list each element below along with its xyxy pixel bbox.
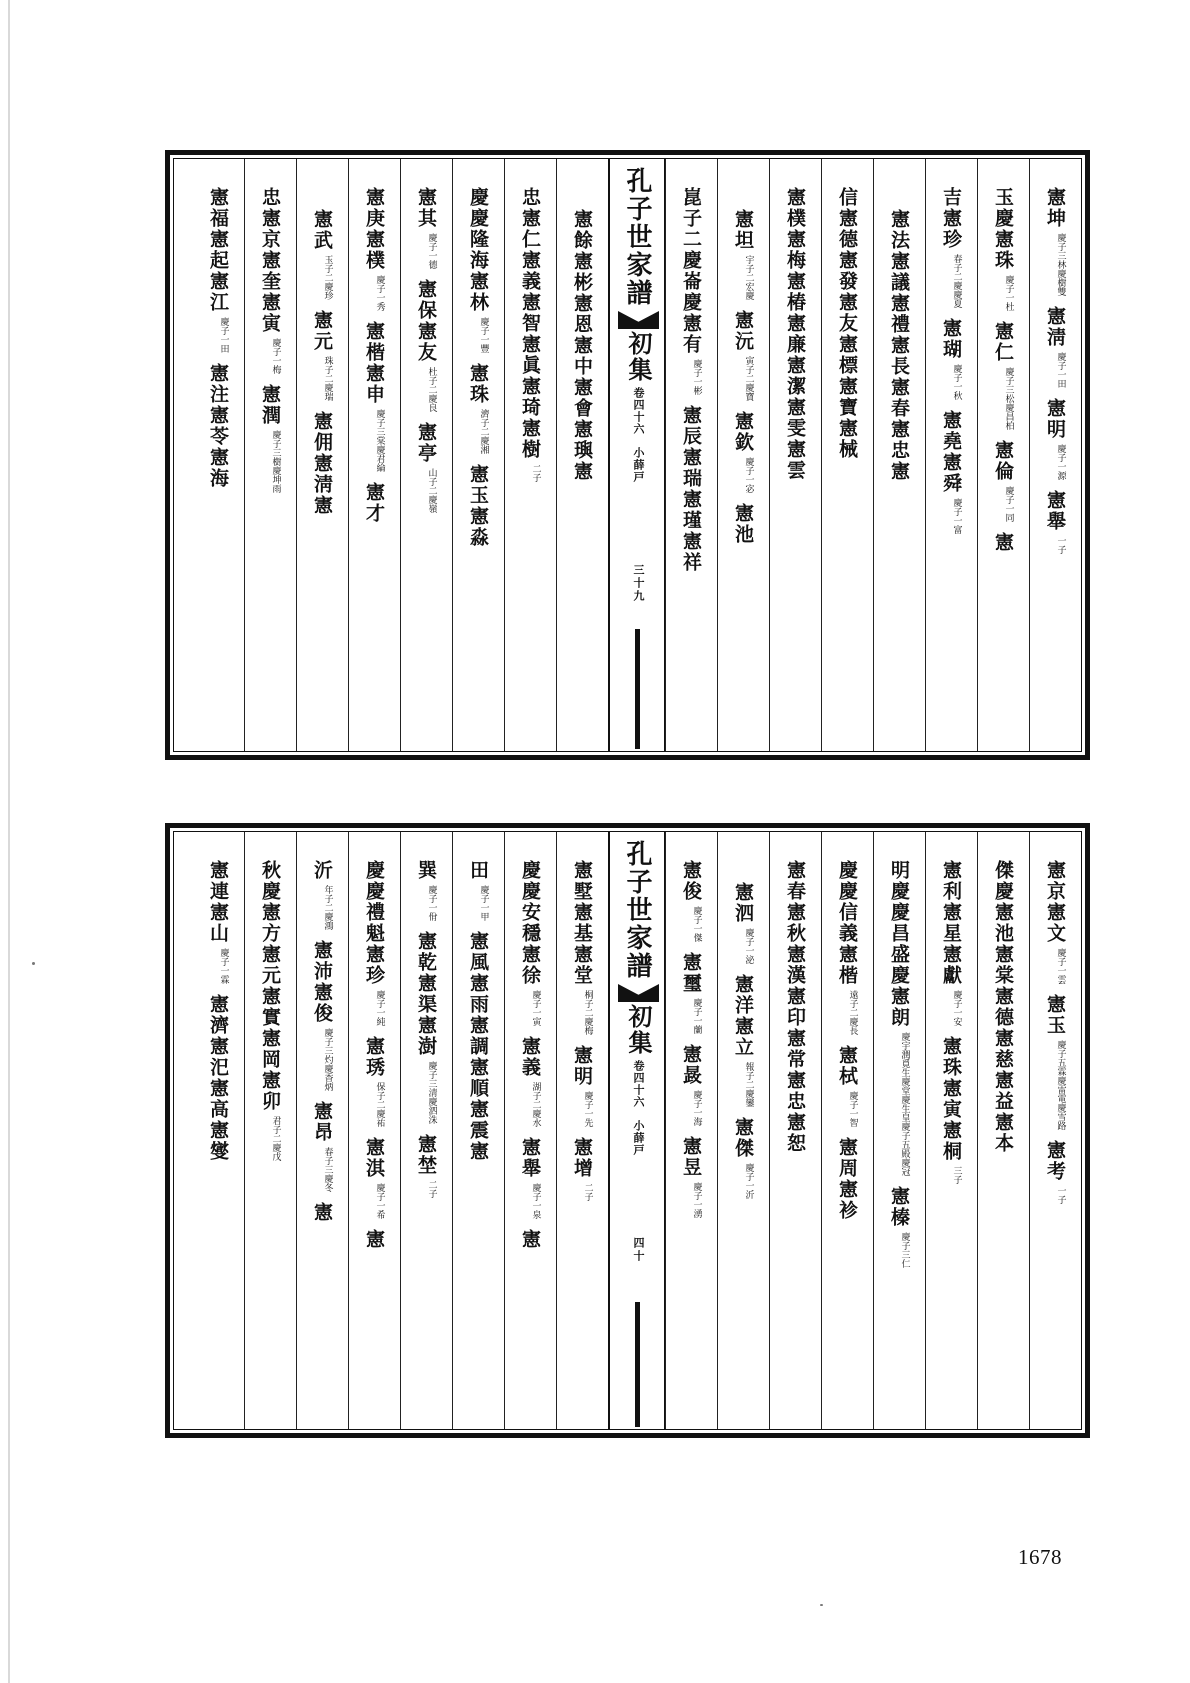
genealogy-column [873, 159, 925, 751]
genealogy-column [348, 832, 400, 1429]
descendant-note: 慶子一先 [582, 1091, 593, 1127]
person-name: 憲 [467, 1141, 489, 1162]
person-name: 憲注 [207, 363, 229, 405]
lower-rule [635, 629, 640, 749]
person-name: 憲棠 [992, 944, 1014, 986]
genealogy-column [348, 159, 400, 751]
descendant-note: 二子 [530, 464, 541, 482]
person-name: 憲明 [1044, 398, 1066, 440]
descendant-note: 春子二慶慶夏 [951, 254, 962, 308]
descendant-note: 慶子一杜 [1003, 275, 1014, 311]
person-name: 憲寅 [259, 292, 281, 334]
person-name: 憲璵 [571, 419, 593, 461]
person-name: 憲獻 [940, 944, 962, 986]
person-name: 憲寅 [940, 1078, 962, 1120]
person-name: 憲智 [519, 292, 541, 334]
person-name: 憲朗 [888, 986, 910, 1028]
person-name: 憲琦 [519, 376, 541, 418]
speck [32, 962, 35, 965]
genealogy-column [717, 159, 769, 751]
genealogy-column [296, 832, 348, 1429]
person-name: 憲楷 [836, 944, 858, 986]
person-name: 憲庚 [363, 187, 385, 229]
descendant-note: 慶子三淸慶泗洙 [426, 1061, 437, 1124]
person-name: 憲樹 [519, 418, 541, 460]
person-name: 憲高 [207, 1078, 229, 1120]
person-name: 憲長 [888, 335, 910, 377]
genealogy-column [192, 832, 244, 1429]
genealogy-column [504, 832, 556, 1429]
person-name: 憲震 [467, 1099, 489, 1141]
person-name: 憲舜 [940, 452, 962, 494]
descendant-note: 慶子三樹慶坤雨 [270, 430, 281, 493]
person-name: 信 [836, 187, 858, 208]
person-name: 憲立 [732, 1016, 754, 1058]
person-name: 憲楷 [363, 321, 385, 363]
person-name: 憲德 [836, 208, 858, 250]
descendant-note: 慶子一蘭 [691, 998, 702, 1034]
person-name: 忠 [519, 187, 541, 208]
descendant-note: 慶子一寅 [530, 990, 541, 1026]
descendant-note: 慶子一甲 [478, 885, 489, 921]
descendant-note: 慶子一富 [951, 498, 962, 534]
person-name: 憲考 [1044, 1140, 1066, 1182]
person-name: 傑慶 [992, 860, 1014, 902]
descendant-note: 慶子一傑 [691, 906, 702, 942]
person-name: 憲 [519, 1229, 541, 1250]
lower-rule [635, 1302, 640, 1427]
descendant-note: 慶子一豐 [478, 317, 489, 353]
descendant-note: 慶子一沂 [743, 1163, 754, 1199]
descendant-note: 慶子一田 [1055, 352, 1066, 388]
descendant-note: 慶子一希 [374, 1183, 385, 1219]
person-name: 憲潔 [784, 355, 806, 397]
person-name: 憲雨 [467, 973, 489, 1015]
person-name: 憲仁 [519, 208, 541, 250]
descendant-note: 保子二慶祐 [374, 1082, 385, 1127]
person-name: 憲舉 [519, 1137, 541, 1179]
person-name: 憲墅 [571, 860, 593, 902]
person-name: 憲坤 [1044, 187, 1066, 229]
person-name: 崑子二慶崙慶 [680, 187, 702, 313]
genealogy-column [925, 832, 977, 1429]
person-name: 憲珠 [467, 363, 489, 405]
person-name: 憲京 [1044, 860, 1066, 902]
descendant-note: 慶子一秀 [374, 275, 385, 311]
person-name: 憲友 [836, 292, 858, 334]
person-name: 憲欽 [732, 411, 754, 453]
person-name: 憲奎 [259, 250, 281, 292]
person-name: 憲議 [888, 251, 910, 293]
person-name: 憲徐 [519, 944, 541, 986]
person-name: 憲才 [363, 482, 385, 524]
descendant-note: 山子二慶嶺 [426, 468, 437, 513]
genealogy-column [1029, 159, 1081, 751]
person-name: 憲栻 [836, 1045, 858, 1087]
descendant-note: 桐子二慶梅 [582, 990, 593, 1035]
genealogy-column [556, 159, 608, 751]
genealogy-column [192, 159, 244, 751]
person-name: 憲元 [311, 310, 333, 352]
book-title: 孔子世家譜 [622, 840, 652, 980]
person-name: 憲 [363, 1229, 385, 1250]
genealogy-column [925, 159, 977, 751]
person-name: 憲澍 [415, 1015, 437, 1057]
genealogy-column [873, 832, 925, 1429]
person-name: 憲坦 [732, 209, 754, 251]
person-name: 憲文 [1044, 902, 1066, 944]
descendant-note: 報子二慶鑾 [743, 1062, 754, 1107]
person-name: 憲械 [836, 418, 858, 460]
person-name: 憲恕 [784, 1112, 806, 1154]
person-name: 憲友 [415, 321, 437, 363]
person-name: 憲瑚 [940, 318, 962, 360]
descendant-note: 君子二慶戊 [270, 1116, 281, 1161]
person-name: 憲調 [467, 1015, 489, 1057]
person-name: 憲樸 [784, 187, 806, 229]
person-name: 憲桐 [940, 1120, 962, 1162]
person-name: 憲卯 [259, 1070, 281, 1112]
person-name: 憲京 [259, 208, 281, 250]
person-name: 憲利 [940, 860, 962, 902]
person-name: 憲渠 [415, 973, 437, 1015]
descendant-note: 二子 [426, 1180, 437, 1198]
person-name: 憲珠 [940, 1036, 962, 1078]
person-name: 憲岡 [259, 1028, 281, 1070]
person-name: 憲忠 [784, 1070, 806, 1112]
person-name: 憲池 [992, 902, 1014, 944]
person-name: 憲秋 [784, 902, 806, 944]
person-name: 憲潤 [259, 384, 281, 426]
genealogy-page-top [165, 150, 1090, 760]
genealogy-column [296, 159, 348, 751]
genealogy-column [665, 159, 717, 751]
person-name: 憲春 [784, 860, 806, 902]
person-name: 憲仁 [992, 321, 1014, 363]
person-name: 憲俊 [680, 860, 702, 902]
binding-edge [8, 0, 10, 1683]
folio-number: 三十九 [632, 564, 645, 603]
descendant-note: 慶子三灼慶香炳 [322, 1028, 333, 1091]
fishtail-mark-icon [618, 984, 659, 1002]
person-name: 憲 [571, 461, 593, 482]
person-name: 憲辰 [680, 405, 702, 447]
person-name: 憲有 [680, 313, 702, 355]
person-name: 憲保 [415, 279, 437, 321]
person-name: 憲實 [259, 986, 281, 1028]
descendant-note: 慶子一秋 [951, 364, 962, 400]
genealogy-column [244, 159, 296, 751]
person-name: 憲本 [992, 1112, 1014, 1154]
page-inner-border [173, 831, 1082, 1430]
person-name: 憲 [311, 495, 333, 516]
person-name: 憲義 [519, 250, 541, 292]
person-name: 憲申 [363, 363, 385, 405]
book-title: 孔子世家譜 [622, 167, 652, 307]
person-name: 憲中 [571, 335, 593, 377]
descendant-note: 慶子一泌 [743, 928, 754, 964]
person-name: 憲乾 [415, 931, 437, 973]
person-name: 憲堯 [940, 410, 962, 452]
person-name: 憲順 [467, 1057, 489, 1099]
person-name: 憲玉 [1044, 994, 1066, 1036]
person-name: 憲明 [571, 1045, 593, 1087]
person-name: 憲倫 [992, 440, 1014, 482]
person-name: 忠 [259, 187, 281, 208]
descendant-note: 慶子一純 [374, 990, 385, 1026]
descendant-note: 慶子三棠慶君綸 [374, 409, 385, 472]
descendant-note: 慶子一德 [426, 233, 437, 269]
person-name: 憲榛 [888, 1186, 910, 1228]
genealogy-column [665, 832, 717, 1429]
person-name: 憲慈 [992, 1028, 1014, 1070]
descendant-note: 慶宇潤覓生慶堂慶生皇慶子五殿慶冠 [899, 1032, 910, 1176]
person-name: 憲傑 [732, 1117, 754, 1159]
person-name: 憲昱 [680, 1136, 702, 1178]
descendant-note: 慶子一海 [691, 1090, 702, 1126]
edition-label: 初集 [624, 331, 653, 383]
descendant-note: 玉子二慶珍 [322, 255, 333, 300]
person-name: 憲 [311, 1202, 333, 1223]
person-name: 憲淸 [1044, 306, 1066, 348]
person-name: 憲苓 [207, 405, 229, 447]
person-name: 憲燮 [207, 1120, 229, 1162]
person-name: 憲增 [571, 1137, 593, 1179]
descendant-note: 珠子二慶瑞 [322, 356, 333, 401]
volume-label: 卷四十六 小薛戸 [632, 1060, 645, 1156]
page-spine-column [608, 832, 665, 1429]
genealogy-column [977, 832, 1029, 1429]
person-name: 憲珠 [992, 229, 1014, 271]
person-name: 憲風 [467, 931, 489, 973]
descendant-note: 慶子三仁 [899, 1232, 910, 1268]
genealogy-column [977, 159, 1029, 751]
descendant-note: 一子 [1055, 536, 1066, 554]
person-name: 憲益 [992, 1070, 1014, 1112]
person-name: 憲 [992, 532, 1014, 553]
person-name: 憲埜 [415, 1134, 437, 1176]
descendant-note: 慶子一霖 [218, 948, 229, 984]
person-name: 憲沅 [732, 310, 754, 352]
genealogy-column [400, 832, 452, 1429]
person-name: 憲洋 [732, 974, 754, 1016]
person-name: 秋慶 [259, 860, 281, 902]
person-name: 憲樸 [363, 229, 385, 271]
descendant-note: 慶子一佾 [426, 885, 437, 921]
person-name: 憲佣 [311, 411, 333, 453]
genealogy-column [556, 832, 608, 1429]
person-name: 憲其 [415, 187, 437, 229]
edition-label: 初集 [624, 1004, 653, 1056]
person-name: 憲連 [207, 860, 229, 902]
person-name: 憲林 [467, 271, 489, 313]
person-name: 巽 [415, 860, 437, 881]
descendant-note: 三子 [951, 1166, 962, 1184]
descendant-note: 湖子二慶水 [530, 1082, 541, 1127]
descendant-note: 慶子一梅 [270, 338, 281, 374]
person-name: 憲發 [836, 250, 858, 292]
genealogy-column [504, 159, 556, 751]
descendant-note: 一子 [1055, 1186, 1066, 1204]
descendant-note: 慶子一同 [1003, 486, 1014, 522]
genealogy-column [821, 832, 873, 1429]
descendant-note: 慶子三林慶樹雙 [1055, 233, 1066, 296]
page-number: 1678 [1018, 1545, 1062, 1569]
descendant-note: 遠子二慶長 [847, 990, 858, 1035]
person-name: 憲淇 [363, 1137, 385, 1179]
person-name: 憲泗 [732, 882, 754, 924]
person-name: 憲袗 [836, 1179, 858, 1221]
genealogy-column [1029, 832, 1081, 1429]
person-name: 吉 [940, 187, 962, 208]
person-name: 憲標 [836, 334, 858, 376]
person-name: 憲星 [940, 902, 962, 944]
person-name: 憲元 [259, 944, 281, 986]
fishtail-mark-icon [618, 311, 659, 329]
person-name: 憲椿 [784, 271, 806, 313]
person-name: 憲濟 [207, 994, 229, 1036]
person-name: 憲漢 [784, 944, 806, 986]
person-name: 慶慶禮魁 [363, 860, 385, 944]
person-name: 憲方 [259, 902, 281, 944]
person-name: 憲沛 [311, 940, 333, 982]
person-name: 憲玉 [467, 464, 489, 506]
page-spine-column [608, 159, 665, 751]
person-name: 憲雲 [784, 439, 806, 481]
person-name: 憲瑾 [680, 489, 702, 531]
person-name: 憲恩 [571, 293, 593, 335]
person-name: 憲汜 [207, 1036, 229, 1078]
person-name: 憲江 [207, 271, 229, 313]
person-name: 憲廉 [784, 313, 806, 355]
genealogy-column [452, 832, 504, 1429]
descendant-note: 二子 [582, 1183, 593, 1201]
page-inner-border [173, 158, 1082, 752]
person-name: 憲忠 [888, 419, 910, 461]
genealogy-page-bottom [165, 823, 1090, 1438]
genealogy-column [717, 832, 769, 1429]
person-name: 憲堂 [571, 944, 593, 986]
person-name: 憲瑞 [680, 447, 702, 489]
person-name: 憲法 [888, 209, 910, 251]
descendant-note: 杜子二慶良 [426, 367, 437, 412]
descendant-note: 濟子二慶湘 [478, 409, 489, 454]
person-name: 憲眞 [519, 334, 541, 376]
person-name: 憲舉 [1044, 490, 1066, 532]
person-name: 憲彬 [571, 251, 593, 293]
person-name: 憲基 [571, 902, 593, 944]
genealogy-column [452, 159, 504, 751]
volume-label: 卷四十六 小薛戸 [632, 387, 645, 483]
person-name: 憲起 [207, 229, 229, 271]
person-name: 慶慶信義 [836, 860, 858, 944]
descendant-note: 春子三慶冬 [322, 1147, 333, 1192]
folio-number: 四十 [632, 1237, 645, 1263]
person-name: 憲淼 [467, 506, 489, 548]
descendant-note: 年子二慶鴻 [322, 885, 333, 930]
descendant-note: 慶子一田 [218, 317, 229, 353]
person-name: 憲祥 [680, 531, 702, 573]
descendant-note: 慶子一彬 [691, 359, 702, 395]
descendant-note: 慶子一泉 [530, 1183, 541, 1219]
person-name: 憲淸 [311, 453, 333, 495]
person-name: 憲周 [836, 1137, 858, 1179]
person-name: 慶慶安穩 [519, 860, 541, 944]
descendant-note: 慶子一宓 [743, 457, 754, 493]
person-name: 憲池 [732, 503, 754, 545]
descendant-note: 寅子二慶寶 [743, 356, 754, 401]
person-name: 憲雯 [784, 397, 806, 439]
descendant-note: 宇子二宏慶 [743, 255, 754, 300]
person-name: 憲餘 [571, 209, 593, 251]
person-name: 憲琇 [363, 1036, 385, 1078]
person-name: 憲福 [207, 187, 229, 229]
descendant-note: 慶子五霖慶雷電慶雪路 [1055, 1040, 1066, 1130]
person-name: 憲會 [571, 377, 593, 419]
person-name: 憲印 [784, 986, 806, 1028]
genealogy-column [769, 832, 821, 1429]
person-name: 憲德 [992, 986, 1014, 1028]
person-name: 玉慶 [992, 187, 1014, 229]
person-name: 憲寶 [836, 376, 858, 418]
person-name: 慶慶隆海 [467, 187, 489, 271]
person-name: 憲晸 [680, 1044, 702, 1086]
speck [820, 1604, 823, 1606]
person-name: 憲禮 [888, 293, 910, 335]
descendant-note: 慶子一安 [951, 990, 962, 1026]
descendant-note: 慶子一智 [847, 1091, 858, 1127]
person-name: 憲義 [519, 1036, 541, 1078]
person-name: 憲俊 [311, 982, 333, 1024]
person-name: 憲亭 [415, 422, 437, 464]
person-name: 憲 [888, 461, 910, 482]
person-name: 田 [467, 860, 489, 881]
genealogy-column [821, 159, 873, 751]
genealogy-column [769, 159, 821, 751]
descendant-note: 慶子一源 [1055, 444, 1066, 480]
person-name: 沂 [311, 860, 333, 881]
genealogy-column [400, 159, 452, 751]
person-name: 憲海 [207, 447, 229, 489]
person-name: 憲山 [207, 902, 229, 944]
person-name: 憲昂 [311, 1101, 333, 1143]
person-name: 憲梅 [784, 229, 806, 271]
person-name: 憲璽 [680, 952, 702, 994]
descendant-note: 慶子一雲 [1055, 948, 1066, 984]
person-name: 憲常 [784, 1028, 806, 1070]
descendant-note: 慶子三松慶昌柏 [1003, 367, 1014, 430]
person-name: 憲春 [888, 377, 910, 419]
descendant-note: 慶子一湧 [691, 1182, 702, 1218]
person-name: 憲珍 [363, 944, 385, 986]
genealogy-column [244, 832, 296, 1429]
person-name: 憲珍 [940, 208, 962, 250]
person-name: 明慶慶昌盛慶 [888, 860, 910, 986]
person-name: 憲武 [311, 209, 333, 251]
